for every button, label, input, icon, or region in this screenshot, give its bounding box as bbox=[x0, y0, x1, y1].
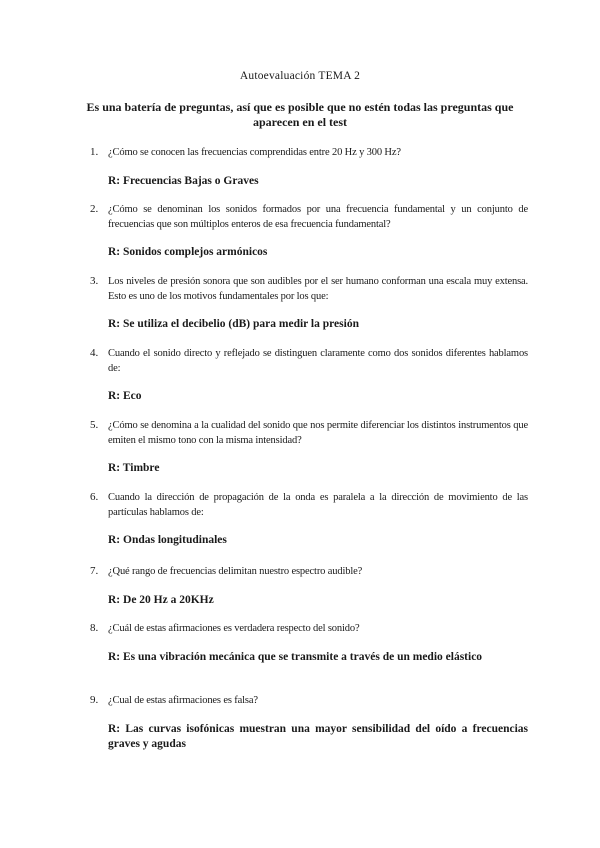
page-title: Autoevaluación TEMA 2 bbox=[239, 70, 361, 82]
question-text: ¿Cómo se conocen las frecuencias comprendidas entre 20 Hz y 300 Hz? bbox=[108, 147, 401, 158]
question-number: 3. bbox=[90, 275, 99, 287]
question-text: Los niveles de presión sonora que son audibles por el ser humano conforman una escala muy extensa. Esto es uno de los motivos fundamentales por los que: bbox=[108, 276, 528, 302]
page-subtitle: Es una batería de preguntas, así que es posible que no estén todas las preguntas que aparecen en el test bbox=[86, 100, 514, 129]
question-number: 5. bbox=[90, 419, 99, 431]
answer-text: R: Timbre bbox=[108, 462, 160, 474]
question-number: 8. bbox=[90, 622, 99, 634]
answer-text: R: Ondas longitudinales bbox=[108, 534, 227, 546]
question-text: ¿Cómo se denomina a la cualidad del sonido que nos permite diferenciar los distintos instrumentos que emiten el mismo tono con la misma intensidad? bbox=[108, 420, 528, 446]
question-text: ¿Qué rango de frecuencias delimitan nuestro espectro audible? bbox=[108, 566, 363, 577]
answer-text: R: Se utiliza el decibelio (dB) para medir la presión bbox=[108, 318, 359, 330]
question-number: 2. bbox=[90, 203, 99, 215]
question-number: 1. bbox=[90, 146, 99, 158]
question-number: 6. bbox=[90, 491, 99, 503]
answer-text: R: Es una vibración mecánica que se transmite a través de un medio elástico bbox=[108, 651, 483, 663]
question-number: 4. bbox=[90, 347, 99, 359]
answer-text: R: Frecuencias Bajas o Graves bbox=[108, 175, 259, 187]
answer-text: R: De 20 Hz a 20KHz bbox=[108, 594, 214, 606]
question-text: Cuando el sonido directo y reflejado se distinguen claramente como dos sonidos diferentes hablamos de: bbox=[108, 348, 528, 374]
question-number: 9. bbox=[90, 694, 99, 706]
answer-text: R: Eco bbox=[108, 390, 142, 402]
question-text: ¿Cómo se denominan los sonidos formados por una frecuencia fundamental y un conjunto de frecuencias que son múltiplos enteros de esa frecuencia fundamental? bbox=[108, 204, 528, 230]
question-text: ¿Cual de estas afirmaciones es falsa? bbox=[108, 695, 258, 706]
question-text: Cuando la dirección de propagación de la onda es paralela a la dirección de movimiento de las partículas hablamos de: bbox=[108, 492, 528, 518]
answer-text: R: Las curvas isofónicas muestran una mayor sensibilidad del oído a frecuencias graves y agudas bbox=[108, 723, 528, 750]
question-text: ¿Cuál de estas afirmaciones es verdadera respecto del sonido? bbox=[108, 623, 360, 634]
answer-text: R: Sonidos complejos armónicos bbox=[108, 246, 268, 258]
question-number: 7. bbox=[90, 565, 99, 577]
